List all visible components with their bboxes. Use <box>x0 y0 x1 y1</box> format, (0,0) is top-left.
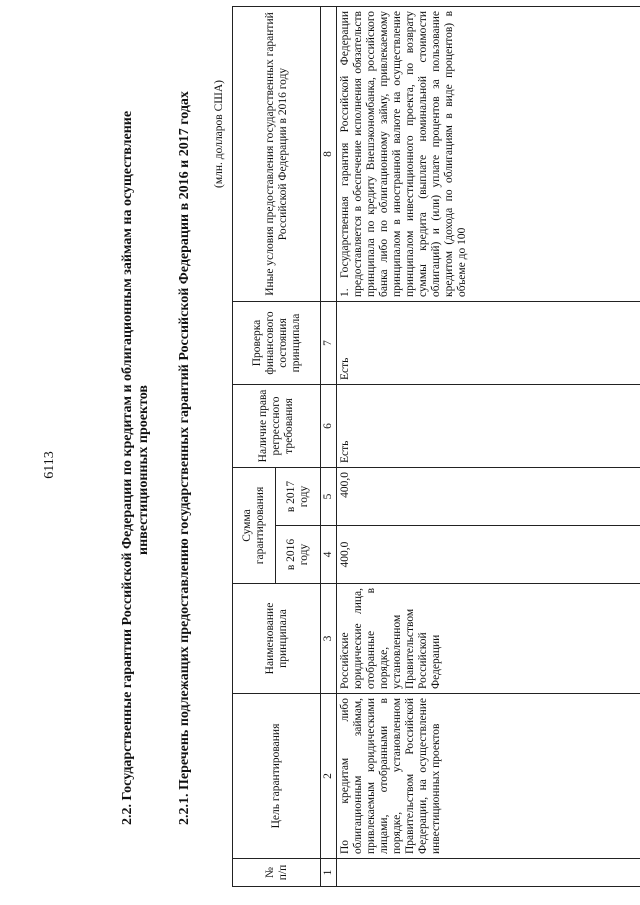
col-number: 3 <box>321 584 337 694</box>
header-purpose: Цель гарантирования <box>233 694 321 859</box>
subsection-title: 2.2.1. Перечень подлежащих предоставлению государственных гарантий Российской Федерации в 2016 и 2017 годах <box>177 91 192 825</box>
header-check: Проверка финансового состояния принципала <box>233 302 321 385</box>
units-label: (млн. долларов США) <box>213 80 225 188</box>
header-principal: Наименование принципала <box>233 584 321 694</box>
cell-check: Есть <box>337 302 640 385</box>
cell-regress: Есть <box>337 385 640 468</box>
header-regress: Наличие права регрессного требования <box>233 385 321 468</box>
page-number: 6113 <box>42 451 57 479</box>
header-2017: в 2017 году <box>276 468 321 526</box>
col-number: 2 <box>321 694 337 859</box>
table-row <box>337 7 640 887</box>
header-amount: Сумма гарантирования <box>233 468 276 584</box>
header-2016: в 2016 году <box>276 526 321 584</box>
col-number: 8 <box>321 7 337 302</box>
cell-principal: Российские юридические лица, отобранные в порядке, установленном Правительством Российской Федерации <box>337 584 640 694</box>
header-num: № п/п <box>233 859 321 887</box>
cell-purpose: По кредитам либо облигационным займам, привлекаемым юридическими лицами, отобранными в порядке, установленном Правительством Российской Федерации, на осуществление инвестиционных проектов <box>337 694 640 859</box>
header-other: Иные условия предоставления государственных гарантий Российской Федерации в 2016 году <box>233 7 321 302</box>
guarantees-table <box>232 6 640 887</box>
col-number: 1 <box>321 859 337 887</box>
cell-amount-2017: 400,0 <box>337 468 640 526</box>
column-numbers-row <box>321 7 337 887</box>
cell-other-conditions: 1. Государственная гарантия Российской Федерации предоставляется в обеспечение исполнения обязательств принципала по кредиту Внешэкономбанка, российского банка либо по облигационному займу, привлекаемому принципалом в иностранной валюте на осуществление принципалом инвестиционного проекта, по возврату суммы кредита (выплате номинальной стоимости облигаций) и (или) уплате процентов за пользование кредитом (дохода по облигациям в виде процентов) в объеме до 100 <box>337 7 640 302</box>
cell-amount-2016: 400,0 <box>337 526 640 584</box>
section-title-line2: инвестиционных проектов <box>136 385 151 555</box>
col-number: 7 <box>321 302 337 385</box>
section-title-line1: 2.2. Государственные гарантии Российской Федерации по кредитам и облигационным займам на осуществление <box>120 110 135 825</box>
col-number: 4 <box>321 526 337 584</box>
cell-num <box>337 859 640 887</box>
section-title <box>120 65 152 825</box>
col-number: 5 <box>321 468 337 526</box>
col-number: 6 <box>321 385 337 468</box>
